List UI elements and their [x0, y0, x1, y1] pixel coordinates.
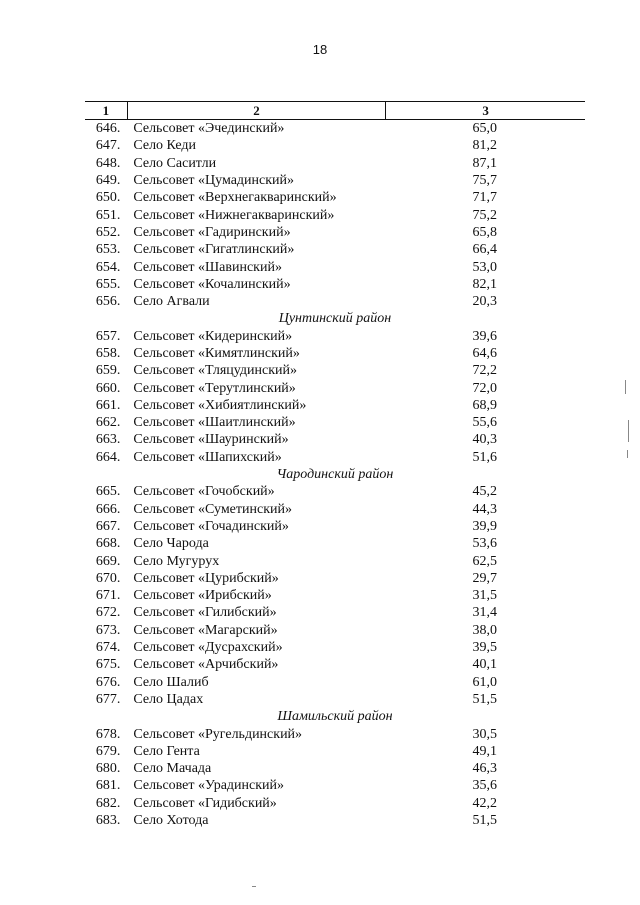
settlement-name: Село Мачада — [133, 761, 212, 777]
row-number: 664. — [95, 449, 121, 465]
table-row — [85, 328, 585, 345]
table-row — [85, 656, 585, 673]
row-number: 673. — [95, 622, 121, 638]
settlement-name: Сельсовет «Нижнегакваринский» — [133, 207, 335, 223]
table-row — [85, 431, 585, 448]
settlement-name: Село Агвали — [133, 294, 210, 310]
settlement-name: Сельсовет «Терутлинский» — [133, 380, 296, 396]
settlement-name: Село Саситли — [133, 155, 217, 171]
row-number: 669. — [95, 553, 121, 569]
row-value: 64,6 — [472, 346, 497, 361]
settlement-name: Село Чарода — [133, 536, 209, 552]
row-number: 660. — [95, 380, 121, 396]
row-value: 87,1 — [472, 155, 497, 171]
row-number: 683. — [95, 813, 121, 829]
row-number: 659. — [95, 363, 121, 379]
row-number: 671. — [95, 588, 121, 604]
row-value: 68,9 — [472, 397, 497, 413]
row-number: 661. — [95, 397, 121, 413]
row-value: 51,6 — [472, 449, 497, 465]
row-value: 20,3 — [472, 294, 497, 310]
row-value: 61,0 — [472, 674, 497, 690]
row-value: 39,5 — [472, 640, 497, 656]
row-number: 678. — [95, 726, 121, 742]
row-value: 51,5 — [472, 691, 497, 707]
table-row — [85, 189, 585, 206]
row-value: 71,7 — [472, 190, 497, 206]
table-row — [85, 795, 585, 812]
table-row — [85, 777, 585, 794]
table-row — [85, 397, 585, 414]
row-value: 39,9 — [472, 518, 497, 534]
settlement-name: Сельсовет «Ругельдинский» — [133, 726, 303, 742]
row-value: 39,6 — [472, 328, 497, 344]
row-number: 663. — [95, 432, 121, 448]
table-row — [85, 518, 585, 535]
row-number: 677. — [95, 691, 121, 707]
table-row — [85, 172, 585, 189]
district-heading: Шамильский район — [277, 709, 393, 725]
row-value: 35,6 — [472, 778, 497, 794]
row-number: 675. — [95, 657, 121, 673]
row-number: 655. — [95, 276, 121, 292]
table-row — [85, 812, 585, 829]
table-row — [85, 552, 585, 569]
table-row — [85, 604, 585, 621]
table-body — [85, 120, 585, 830]
row-number: 648. — [95, 155, 121, 171]
settlement-name: Сельсовет «Гидибский» — [133, 795, 277, 811]
table-row — [85, 241, 585, 258]
settlement-name: Сельсовет «Суметинский» — [133, 501, 292, 517]
row-number: 665. — [95, 484, 121, 500]
row-value: 55,6 — [472, 415, 497, 431]
settlement-name: Сельсовет «Арчибский» — [133, 657, 279, 673]
table-row — [85, 449, 585, 466]
settlement-name: Село Цадах — [133, 691, 204, 707]
row-value: 31,4 — [472, 605, 497, 621]
column-header-1: 1 — [85, 102, 127, 120]
district-row — [85, 708, 585, 725]
row-number: 652. — [95, 224, 121, 240]
table-row — [85, 362, 585, 379]
settlement-name: Сельсовет «Гилибский» — [133, 605, 277, 621]
row-value: 75,7 — [472, 173, 497, 189]
row-number: 668. — [95, 536, 121, 552]
table-row — [85, 206, 585, 223]
scan-speck — [627, 450, 628, 458]
settlement-name: Сельсовет «Магарский» — [133, 622, 278, 638]
row-number: 666. — [95, 501, 121, 517]
settlement-name: Сельсовет «Гочобский» — [133, 484, 275, 500]
row-number: 679. — [95, 743, 121, 759]
row-number: 662. — [95, 415, 121, 431]
scan-speck — [625, 380, 626, 394]
row-value: 72,2 — [472, 363, 497, 379]
settlement-name: Сельсовет «Эчединский» — [133, 121, 285, 137]
row-value: 66,4 — [472, 242, 497, 258]
table-row — [85, 483, 585, 500]
table-row — [85, 137, 585, 154]
settlement-name: Село Хотода — [133, 813, 209, 829]
table-row — [85, 501, 585, 518]
row-value: 51,5 — [472, 813, 497, 829]
row-value: 82,1 — [472, 276, 497, 292]
row-number: 653. — [95, 242, 121, 258]
settlement-name: Сельсовет «Шавинский» — [133, 259, 282, 275]
settlement-name: Сельсовет «Кидеринский» — [133, 328, 293, 344]
district-heading: Чародинский район — [276, 467, 394, 483]
row-number: 658. — [95, 346, 121, 361]
settlement-name: Сельсовет «Кочалинский» — [133, 276, 291, 292]
row-number: 682. — [95, 795, 121, 811]
table-row — [85, 345, 585, 362]
settlement-name: Сельсовет «Хибиятлинский» — [133, 397, 307, 413]
settlement-name: Сельсовет «Ирибский» — [133, 588, 272, 604]
row-number: 649. — [95, 173, 121, 189]
column-header-2: 2 — [127, 102, 385, 120]
table-row — [85, 691, 585, 708]
settlement-name: Село Мугурух — [133, 553, 220, 569]
row-value: 46,3 — [472, 761, 497, 777]
table-row — [85, 743, 585, 760]
row-value: 65,0 — [472, 121, 497, 137]
row-number: 674. — [95, 640, 121, 656]
column-header-3: 3 — [386, 102, 585, 120]
row-number: 680. — [95, 761, 121, 777]
row-value: 53,0 — [472, 259, 497, 275]
table-row — [85, 674, 585, 691]
row-value: 45,2 — [472, 484, 497, 500]
settlement-name: Сельсовет «Шауринский» — [133, 432, 289, 448]
row-number: 646. — [95, 121, 121, 137]
table-row — [85, 258, 585, 275]
header-row — [85, 102, 585, 120]
row-number: 647. — [95, 138, 121, 154]
table-row — [85, 535, 585, 552]
row-value: 62,5 — [472, 553, 497, 569]
settlement-name: Село Шалиб — [133, 674, 209, 690]
table-row — [85, 639, 585, 656]
row-value: 65,8 — [472, 224, 497, 240]
table-row — [85, 725, 585, 742]
table-row — [85, 293, 585, 310]
district-heading: Цунтинский район — [278, 311, 392, 327]
settlement-name: Сельсовет «Дусрахский» — [133, 640, 283, 656]
settlement-name: Село Гента — [133, 743, 200, 759]
row-value: 72,0 — [472, 380, 497, 396]
row-value: 81,2 — [472, 138, 497, 154]
row-number: 651. — [95, 207, 121, 223]
scan-speck — [252, 886, 256, 887]
settlement-name: Сельсовет «Урадинский» — [133, 778, 285, 794]
settlement-name: Сельсовет «Цумадинский» — [133, 173, 295, 189]
row-number: 670. — [95, 570, 121, 586]
row-number: 656. — [95, 294, 121, 310]
settlement-name: Сельсовет «Гадиринский» — [133, 224, 291, 240]
row-value: 49,1 — [472, 743, 497, 759]
row-value: 53,6 — [472, 536, 497, 552]
row-value: 44,3 — [472, 501, 497, 517]
settlement-name: Сельсовет «Цурибский» — [133, 570, 279, 586]
table-row — [85, 414, 585, 431]
table-row — [85, 760, 585, 777]
district-row — [85, 310, 585, 327]
row-value: 42,2 — [472, 795, 497, 811]
settlement-name: Сельсовет «Кимятлинский» — [133, 346, 300, 361]
row-value: 30,5 — [472, 726, 497, 742]
row-number: 650. — [95, 190, 121, 206]
page-number: 18 — [312, 42, 328, 57]
row-number: 654. — [95, 259, 121, 275]
row-value: 40,1 — [472, 657, 497, 673]
settlement-name: Сельсовет «Шапихский» — [133, 449, 282, 465]
row-value: 38,0 — [472, 622, 497, 638]
row-value: 29,7 — [472, 570, 497, 586]
row-value: 40,3 — [472, 432, 497, 448]
row-number: 676. — [95, 674, 121, 690]
settlement-name: Сельсовет «Верхнегакваринский» — [133, 190, 337, 206]
settlement-name: Сельсовет «Тляцудинский» — [133, 363, 298, 379]
row-value: 75,2 — [472, 207, 497, 223]
data-table — [85, 101, 585, 829]
table-row — [85, 224, 585, 241]
settlement-name: Сельсовет «Шаитлинский» — [133, 415, 296, 431]
settlement-name: Село Кеди — [133, 138, 197, 154]
row-number: 672. — [95, 605, 121, 621]
row-value: 31,5 — [472, 588, 497, 604]
settlement-name: Сельсовет «Гочадинский» — [133, 518, 289, 534]
settlement-name: Сельсовет «Гигатлинский» — [133, 242, 295, 258]
table-row — [85, 276, 585, 293]
table-row — [85, 587, 585, 604]
row-number: 667. — [95, 518, 121, 534]
row-number: 657. — [95, 328, 121, 344]
row-number: 681. — [95, 778, 121, 794]
table-row — [85, 379, 585, 396]
table-row — [85, 570, 585, 587]
scan-speck — [628, 420, 629, 442]
table-row — [85, 155, 585, 172]
table-row — [85, 622, 585, 639]
table-row — [85, 120, 585, 138]
district-row — [85, 466, 585, 483]
